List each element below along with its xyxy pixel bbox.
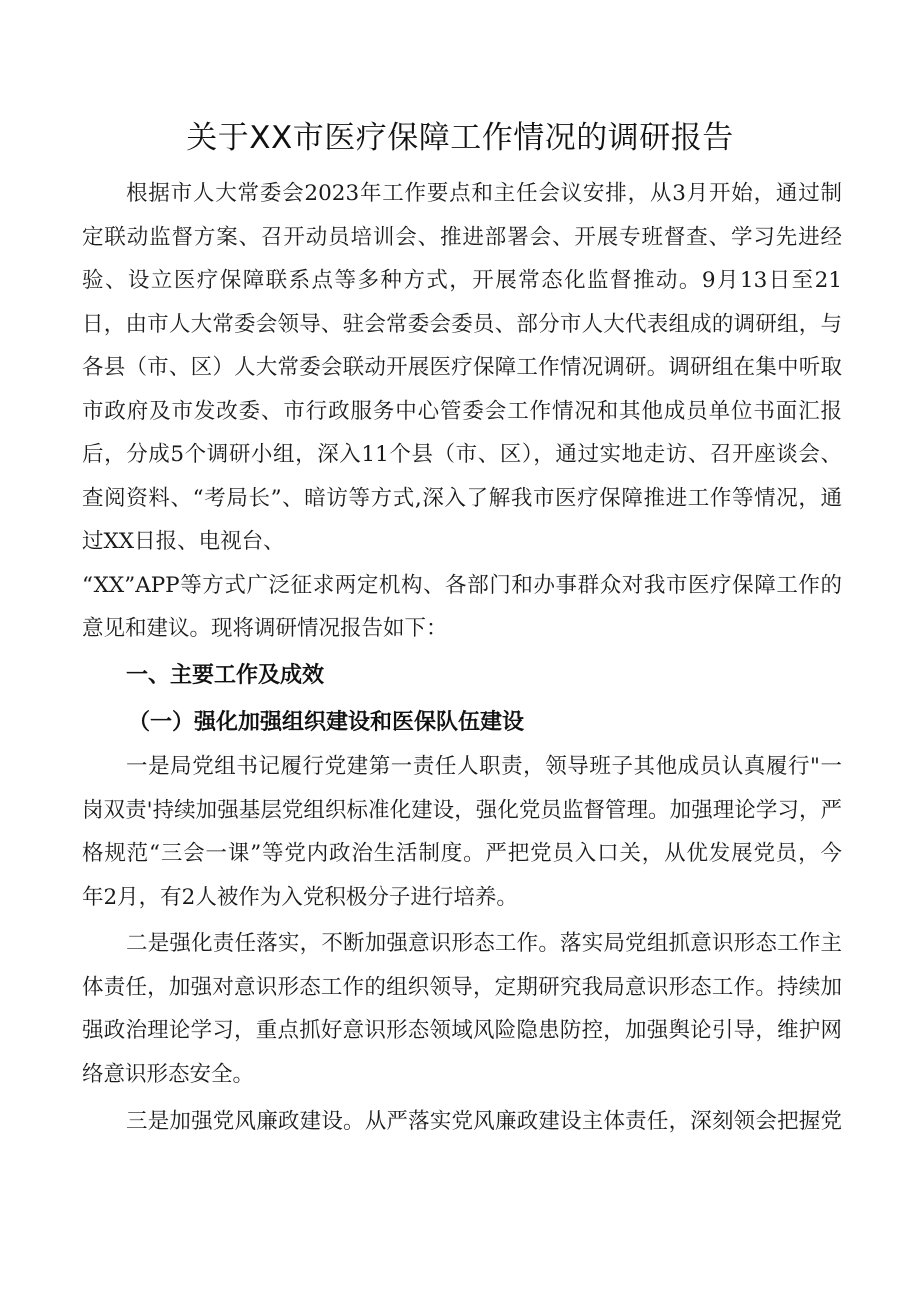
text-line: 强政治理论学习，重点抓好意识形态领域风险隐患防控，加强舆论引导，维护网 (82, 1018, 842, 1043)
text-line: 二是强化责任落实，不断加强意识形态工作。落实局党组抓意识形态工作主 (126, 931, 842, 956)
text-line: 岗双责'持续加强基层党组织标准化建设，强化党员监督管理。加强理论学习，严 (82, 797, 842, 823)
text-line: 验、设立医疗保障联系点等多种方式，开展常态化监督推动。9月13日至21 (82, 268, 842, 293)
text-line: 后，分成5个调研小组，深入11个县（市、区），通过实地走访、召开座谈会、 (82, 442, 842, 467)
body-paragraph-1 (82, 745, 842, 919)
text-line: 各县（市、区）人大常委会联动开展医疗保障工作情况调研。调研组在集中听取 (82, 355, 842, 380)
body-paragraph-2 (82, 922, 842, 1096)
document-title: 关于XX市医疗保障工作情况的调研报告 (186, 120, 734, 156)
text-line: 体责任，加强对意识形态工作的组织领导，定期研究我局意识形态工作。持续加 (82, 974, 842, 1000)
subsection-heading: （一）强化加强组织建设和医保队伍建设 (128, 710, 525, 735)
text-line: 日，由市人大常委会领导、驻会常委会委员、部分市人大代表组成的调研组，与 (82, 311, 842, 337)
text-line: 三是加强党风廉政建设。从严落实党风廉政建设主体责任，深刻领会把握党 (126, 1109, 842, 1134)
text-line: 过XX日报、电视台、 (82, 529, 285, 554)
text-line: “XX”APP等方式广泛征求两定机构、各部门和办事群众对我市医疗保障工作的 (82, 572, 842, 598)
text-line: 市政府及市发改委、市行政服务中心管委会工作情况和其他成员单位书面汇报 (82, 398, 842, 424)
text-line: 一是局党组书记履行党建第一责任人职责，领导班子其他成员认真履行"一 (126, 754, 842, 779)
text-line: 年2月，有2人被作为入党积极分子进行培养。 (82, 884, 518, 910)
text-line: 络意识形态安全。 (82, 1061, 255, 1087)
intro-paragraph (82, 172, 842, 651)
section-heading: 一、主要工作及成效 (126, 663, 325, 688)
text-line: 定联动监督方案、召开动员培训会、推进部署会、开展专班督查、学习先进经 (82, 224, 842, 250)
text-line: 查阅资料、“考局长”、暗访等方式,深入了解我市医疗保障推进工作等情况，通 (82, 485, 842, 511)
body-paragraph-3 (82, 1100, 842, 1144)
text-line: 格规范“三会一课”等党内政治生活制度。严把党员入口关，从优发展党员，今 (82, 841, 842, 866)
text-line: 根据市人大常委会2023年工作要点和主任会议安排，从3月开始，通过制 (126, 181, 842, 206)
text-line: 意见和建议。现将调研情况报告如下： (82, 616, 448, 641)
